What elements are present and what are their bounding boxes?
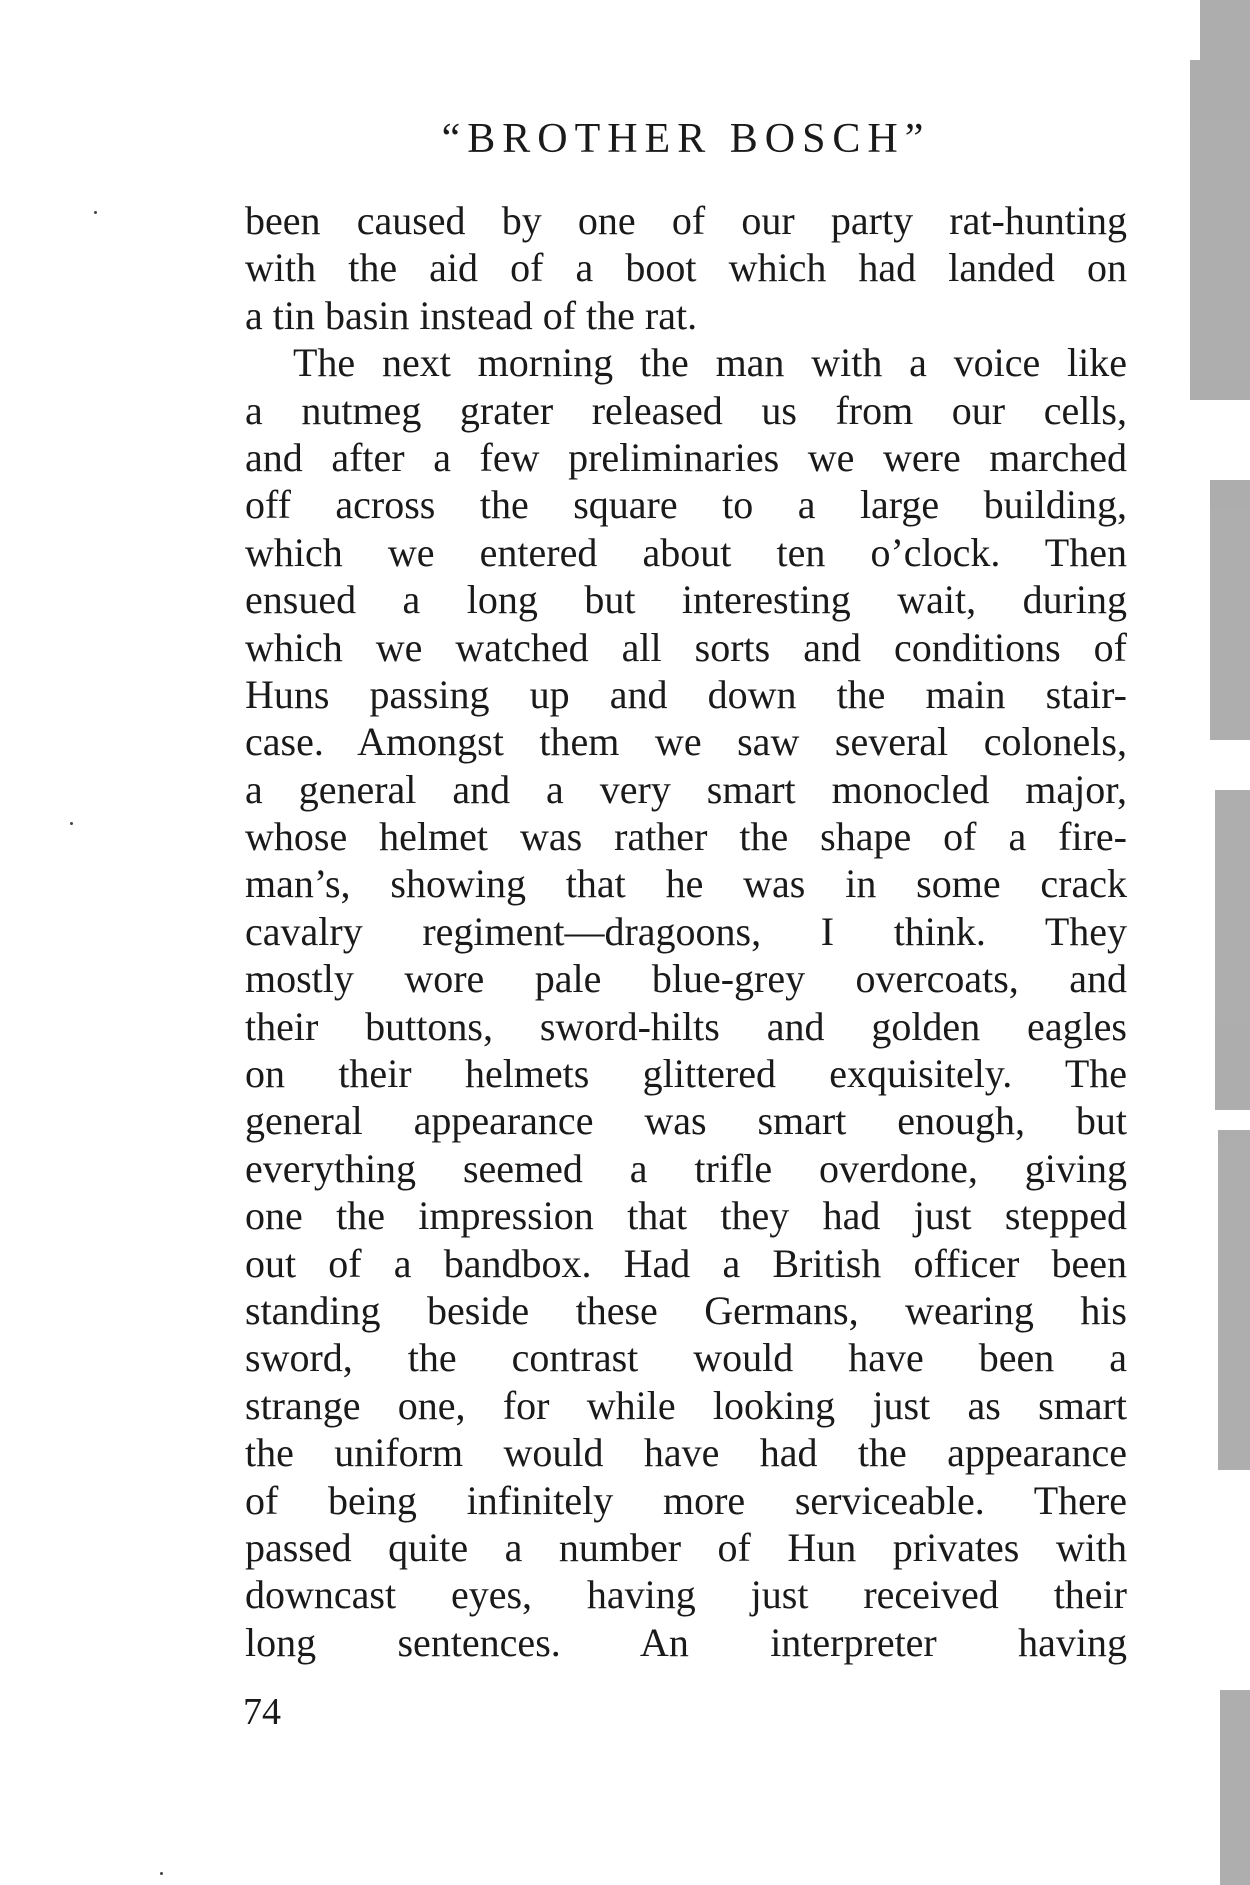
text-line: one the impression that they had just stepped [245,1193,1127,1239]
text-line: their buttons, sword-hilts and golden eagles [245,1003,1127,1049]
text-line: mostly wore pale blue-grey overcoats, and [245,956,1127,1002]
text-line: long sentences. An interpreter having [245,1619,1127,1665]
text-line: out of a bandbox. Had a British officer been [245,1240,1127,1286]
scan-edge-noise [1190,0,1250,1885]
text-line: off across the square to a large building, [245,482,1127,528]
text-line: downcast eyes, having just received their [245,1572,1127,1618]
scan-speck [70,822,73,825]
text-line: the uniform would have had the appearance [245,1430,1127,1476]
text-line: of being infinitely more serviceable. There [245,1477,1127,1523]
text-line: a general and a very smart monocled major, [245,766,1127,812]
text-line: Huns passing up and down the main stair- [245,671,1127,717]
text-line: standing beside these Germans, wearing his [245,1287,1127,1333]
text-line: a nutmeg grater released us from our cells, [245,387,1127,433]
text-line: ensued a long but interesting wait, during [245,577,1127,623]
text-line: which we entered about ten o’clock. Then [245,529,1127,575]
running-head: “BROTHER BOSCH” [441,116,931,162]
text-line: The next morning the man with a voice like [293,340,1127,386]
text-line: a tin basin instead of the rat. [245,292,698,338]
text-line: passed quite a number of Hun privates with [245,1524,1127,1570]
text-line: everything seemed a trifle overdone, giving [245,1145,1127,1191]
text-line: on their helmets glittered exquisitely. The [245,1051,1127,1097]
scan-speck [94,211,97,214]
text-line: with the aid of a boot which had landed on [245,245,1127,291]
text-line: case. Amongst them we saw several colonels, [245,719,1127,765]
body-text [245,197,1127,1666]
text-line: strange one, for while looking just as smart [245,1382,1127,1428]
page-number: 74 [243,1691,281,1733]
text-line: whose helmet was rather the shape of a fire- [245,814,1127,860]
text-line: sword, the contrast would have been a [245,1335,1127,1381]
text-line: general appearance was smart enough, but [245,1098,1127,1144]
text-line: been caused by one of our party rat-hunting [245,198,1127,243]
scan-speck [160,1872,163,1875]
text-line: which we watched all sorts and conditions of [245,624,1127,670]
text-line: and after a few preliminaries we were marched [245,434,1127,480]
text-line: cavalry regiment—dragoons, I think. They [245,908,1127,954]
text-line: man’s, showing that he was in some crack [245,861,1127,907]
